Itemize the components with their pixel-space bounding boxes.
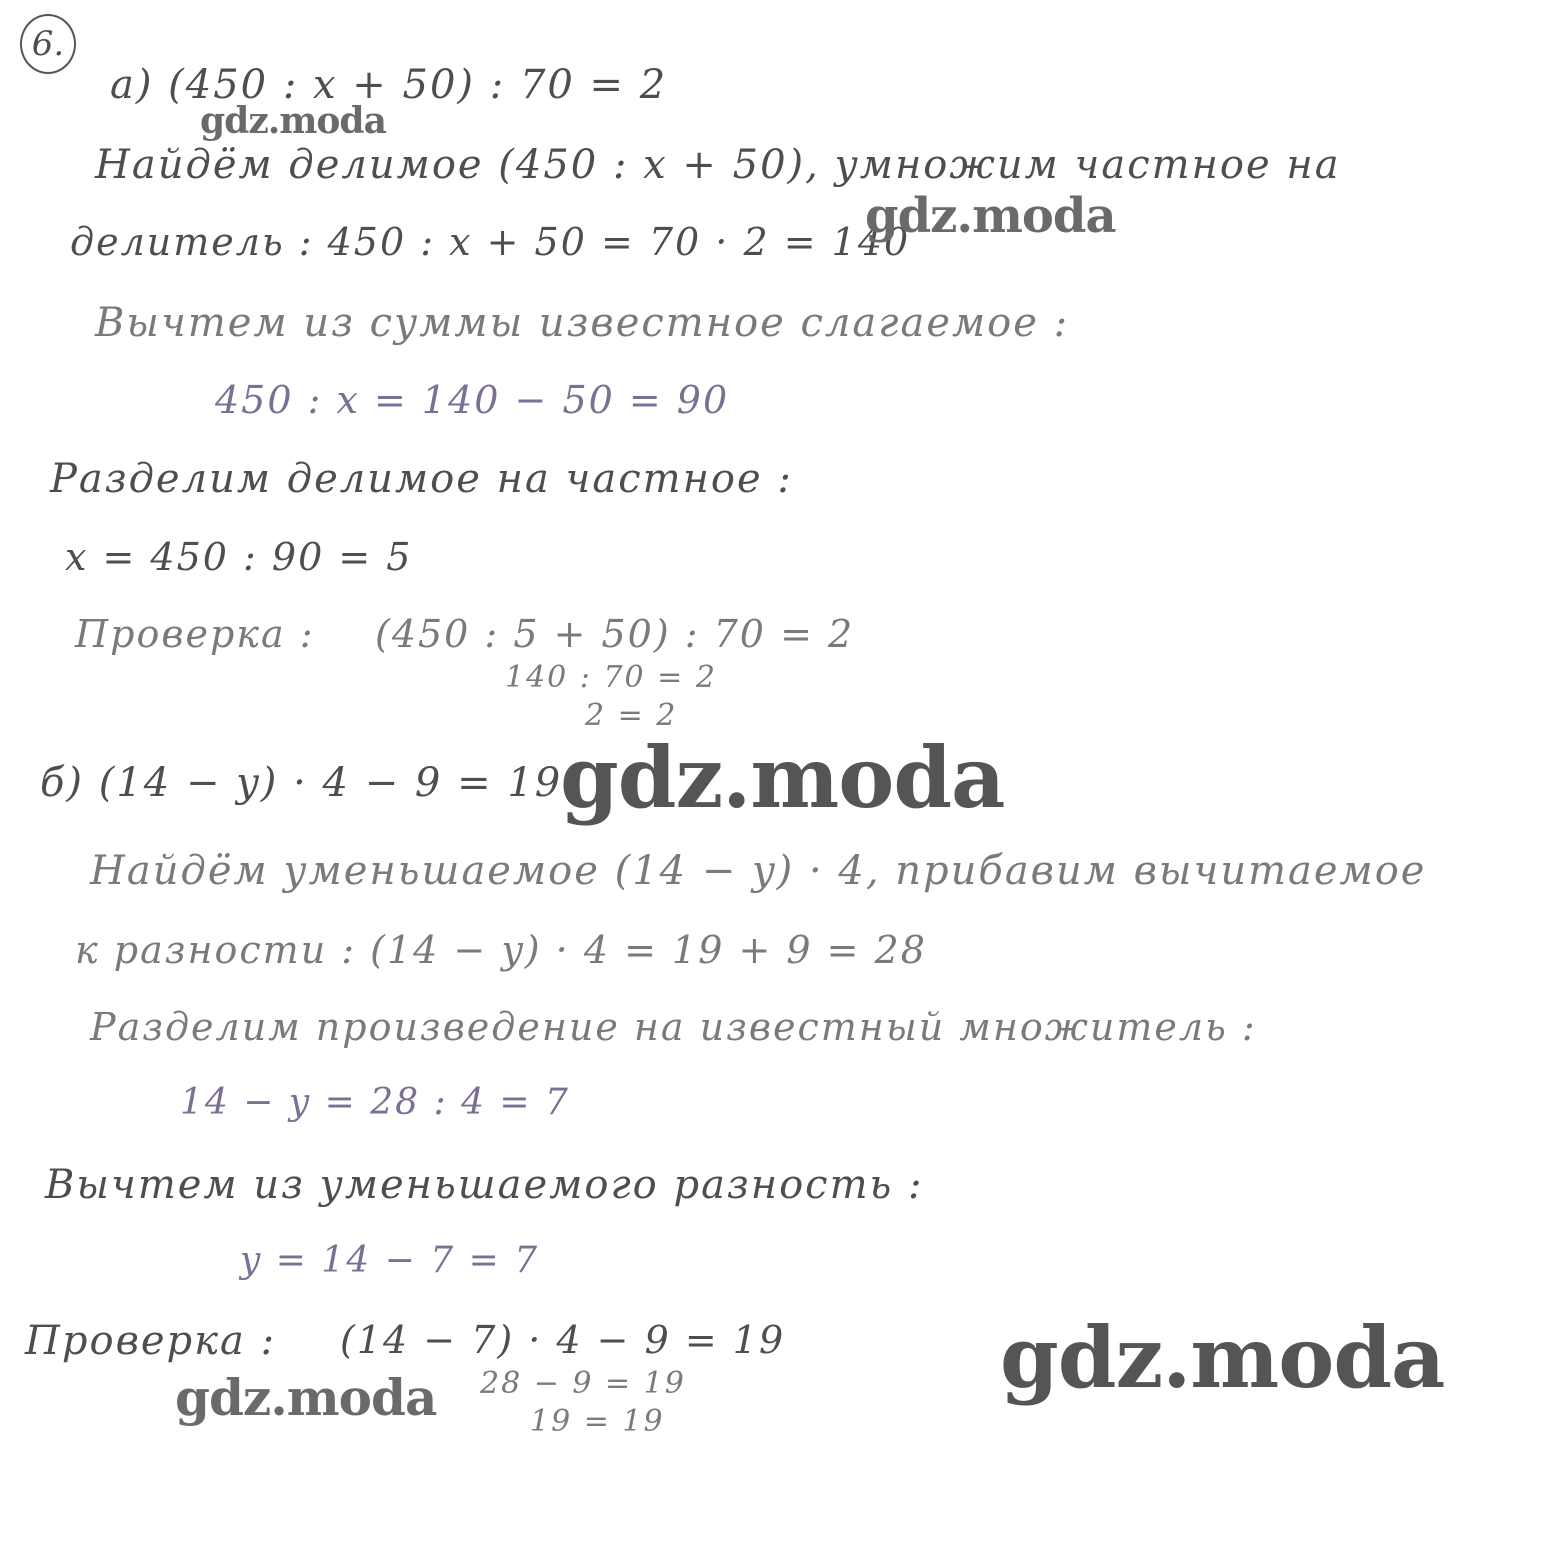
part-a-step2-text: Вычтем из суммы известное слагаемое : [95,300,1070,346]
part-a-step2-calc: 450 : x = 140 − 50 = 90 [215,378,730,422]
watermark-2: gdz.moda [865,188,1116,244]
watermark-3: gdz.moda [560,728,1005,827]
part-b-check-line3: 19 = 19 [530,1404,665,1439]
part-a-step1-text: Найдём делимое (450 : x + 50), умножим частное на [95,142,1341,188]
part-a-step3-text: Разделим делимое на частное : [50,456,793,502]
part-b-step3-calc: y = 14 − 7 = 7 [240,1240,540,1281]
part-b-check-line1: (14 − 7) · 4 − 9 = 19 [340,1318,786,1362]
part-a-check-label: Проверка : [75,612,315,656]
part-b-step1-calc: к разности : (14 − y) · 4 = 19 + 9 = 28 [75,928,927,972]
part-a-step3-calc: x = 450 : 90 = 5 [65,535,413,579]
part-a-step1-calc: делитель : 450 : x + 50 = 70 · 2 = 140 [70,220,911,264]
part-b-check-line2: 28 − 9 = 19 [480,1366,686,1401]
part-a-check-line2: 140 : 70 = 2 [505,660,717,695]
watermark-5: gdz.moda [175,1368,437,1427]
part-b-step2-calc: 14 − y = 28 : 4 = 7 [180,1082,570,1123]
part-b-step1-text: Найдём уменьшаемое (14 − y) · 4, прибавим вычитаемое [90,848,1427,894]
part-a-equation: а) (450 : x + 50) : 70 = 2 [110,62,668,108]
part-b-step3-text: Вычтем из уменьшаемого разность : [45,1162,924,1208]
watermark-4: gdz.moda [1000,1308,1445,1407]
task-number-circle [20,14,76,74]
part-b-step2-text: Разделим произведение на известный множитель : [90,1005,1257,1049]
watermark-1: gdz.moda [200,100,386,142]
part-a-check-line3: 2 = 2 [585,698,678,733]
task-number: 6. [31,24,65,64]
part-b-equation: б) (14 − y) · 4 − 9 = 19 [40,760,563,806]
part-b-check-label: Проверка : [25,1318,277,1364]
part-a-check-line1: (450 : 5 + 50) : 70 = 2 [375,612,855,656]
